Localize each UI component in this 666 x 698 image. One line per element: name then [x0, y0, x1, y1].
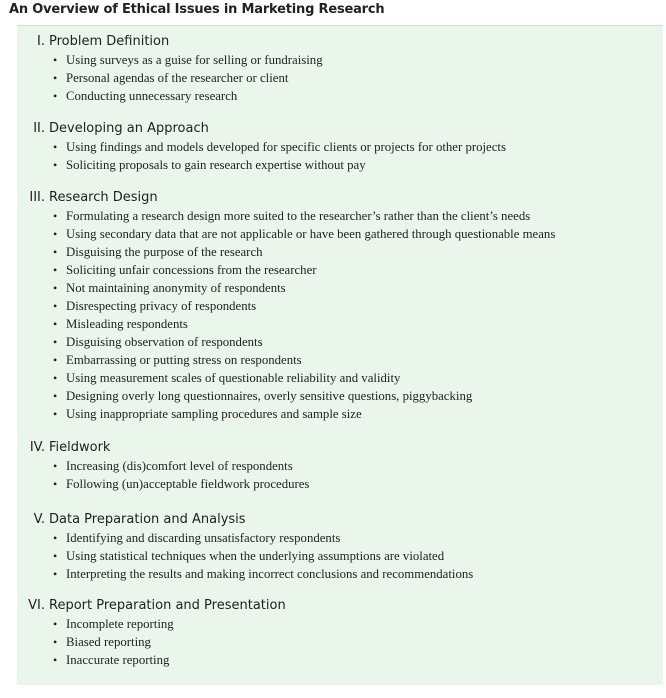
section-data-preparation [17, 511, 473, 583]
list-item: • Formulating a research design more suited to the researcher’s rather than the client’s needs [53, 207, 555, 225]
list-item: • Following (un)acceptable fieldwork procedures [53, 475, 309, 493]
section-title: Problem Definition [49, 34, 170, 49]
section-heading [17, 597, 286, 615]
document-title: An Overview of Ethical Issues in Marketing Research [9, 2, 385, 17]
section-heading [17, 120, 506, 138]
list-item: • Conducting unnecessary research [53, 87, 323, 105]
list-item: • Disguising the purpose of the research [53, 243, 555, 261]
section-fieldwork [17, 439, 309, 493]
section-numeral: V. [33, 512, 45, 527]
section-developing-approach [17, 120, 506, 174]
list-item: • Embarrassing or putting stress on respondents [53, 351, 555, 369]
section-title: Data Preparation and Analysis [49, 512, 246, 527]
section-title: Developing an Approach [49, 121, 209, 136]
item-list [17, 138, 506, 174]
section-report-preparation [17, 597, 286, 669]
list-item: • Inaccurate reporting [53, 651, 286, 669]
section-numeral: VI. [28, 598, 45, 613]
list-item: • Soliciting unfair concessions from the researcher [53, 261, 555, 279]
list-item: • Disrespecting privacy of respondents [53, 297, 555, 315]
section-numeral: IV. [29, 440, 45, 455]
item-list [17, 615, 286, 669]
list-item: • Using findings and models developed for specific clients or projects for other projects [53, 138, 506, 156]
section-research-design [17, 189, 555, 423]
section-numeral: I. [37, 34, 45, 49]
list-item: • Incomplete reporting [53, 615, 286, 633]
list-item: • Using measurement scales of questionable reliability and validity [53, 369, 555, 387]
list-item: • Disguising observation of respondents [53, 333, 555, 351]
section-numeral: II. [33, 121, 45, 136]
item-list [17, 457, 309, 493]
list-item: • Soliciting proposals to gain research expertise without pay [53, 156, 506, 174]
section-problem-definition [17, 33, 323, 105]
list-item: • Using secondary data that are not applicable or have been gathered through questionable means [53, 225, 555, 243]
list-item: • Misleading respondents [53, 315, 555, 333]
list-item: • Increasing (dis)comfort level of respondents [53, 457, 309, 475]
list-item: • Personal agendas of the researcher or client [53, 69, 323, 87]
list-item: • Designing overly long questionnaires, overly sensitive questions, piggybacking [53, 387, 555, 405]
section-title: Research Design [49, 190, 158, 205]
list-item: • Identifying and discarding unsatisfactory respondents [53, 529, 473, 547]
item-list [17, 207, 555, 423]
section-numeral: III. [29, 190, 45, 205]
section-heading [17, 189, 555, 207]
list-item: • Interpreting the results and making incorrect conclusions and recommendations [53, 565, 473, 583]
section-heading [17, 33, 323, 51]
list-item: • Biased reporting [53, 633, 286, 651]
list-item: • Using surveys as a guise for selling or fundraising [53, 51, 323, 69]
section-heading [17, 439, 309, 457]
list-item: • Using statistical techniques when the underlying assumptions are violated [53, 547, 473, 565]
section-heading [17, 511, 473, 529]
item-list [17, 51, 323, 105]
section-title: Fieldwork [49, 440, 111, 455]
content-panel [17, 25, 663, 685]
section-title: Report Preparation and Presentation [49, 598, 286, 613]
list-item: • Not maintaining anonymity of respondents [53, 279, 555, 297]
list-item: • Using inappropriate sampling procedures and sample size [53, 405, 555, 423]
item-list [17, 529, 473, 583]
